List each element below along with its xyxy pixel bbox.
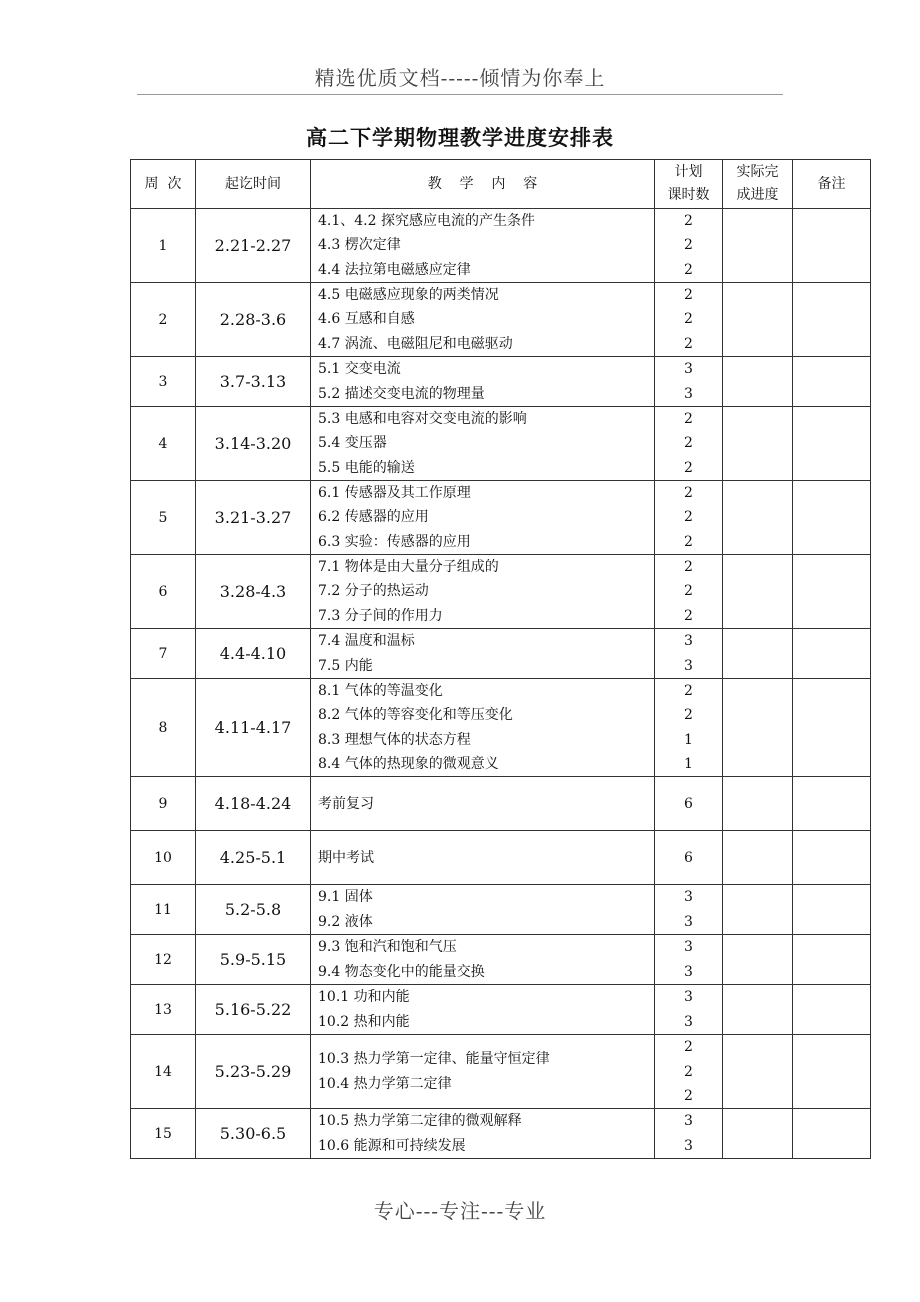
content-line: 10.2 热和内能 <box>318 1013 410 1030</box>
content-cell <box>311 357 655 407</box>
table-row <box>131 209 871 283</box>
content-cell <box>311 283 655 357</box>
hours-line: 2 <box>684 1087 693 1104</box>
content-line: 5.2 描述交变电流的物理量 <box>318 385 485 402</box>
actual-progress-cell <box>723 831 793 885</box>
hours-line: 3 <box>684 1013 693 1030</box>
dates-cell: 4.18-4.24 <box>196 777 311 831</box>
notes-cell <box>793 555 871 629</box>
actual-progress-cell <box>723 481 793 555</box>
dates-cell: 3.7-3.13 <box>196 357 311 407</box>
dates-cell: 5.23-5.29 <box>196 1035 311 1109</box>
hours-line: 2 <box>684 509 693 526</box>
week-cell: 11 <box>131 885 196 935</box>
table-row <box>131 555 871 629</box>
planned-hours-line-1: 计划 <box>674 164 703 180</box>
table-row <box>131 985 871 1035</box>
table-row <box>131 357 871 407</box>
table-row <box>131 629 871 679</box>
dates-cell: 3.21-3.27 <box>196 481 311 555</box>
week-cell: 2 <box>131 283 196 357</box>
col-header-actual-progress <box>723 160 793 209</box>
content-line: 6.1 传感器及其工作原理 <box>318 485 471 502</box>
hours-line: 2 <box>684 533 693 550</box>
content-line: 5.1 交变电流 <box>318 361 401 378</box>
notes-cell <box>793 679 871 777</box>
actual-progress-line-2: 成进度 <box>736 187 779 203</box>
dates-cell: 5.2-5.8 <box>196 885 311 935</box>
actual-progress-cell <box>723 985 793 1035</box>
content-cell <box>311 831 655 885</box>
table-body <box>131 209 871 1159</box>
page-footer: 专心---专注---专业 <box>373 1199 547 1223</box>
content-line: 9.3 饱和汽和饱和气压 <box>318 939 457 956</box>
actual-progress-cell <box>723 777 793 831</box>
notes-cell <box>793 209 871 283</box>
hours-line: 6 <box>684 849 693 866</box>
content-line: 7.4 温度和温标 <box>318 633 415 650</box>
hours-line: 3 <box>684 913 693 930</box>
col-header-planned-hours <box>655 160 723 209</box>
hours-line: 3 <box>684 633 693 650</box>
content-line: 9.4 物态变化中的能量交换 <box>318 963 485 980</box>
content-line: 9.2 液体 <box>318 913 373 930</box>
content-line: 10.6 能源和可持续发展 <box>318 1137 466 1154</box>
dates-cell: 5.16-5.22 <box>196 985 311 1035</box>
content-cell <box>311 629 655 679</box>
notes-cell <box>793 407 871 481</box>
hours-line: 2 <box>684 411 693 428</box>
hours-line: 3 <box>684 963 693 980</box>
notes-cell <box>793 885 871 935</box>
hours-line: 1 <box>684 755 693 772</box>
page-header: 精选优质文档-----倾情为你奉上 <box>314 66 606 90</box>
planned-hours-cell <box>655 1109 723 1159</box>
content-line: 4.5 电磁感应现象的两类情况 <box>318 287 499 304</box>
schedule-table <box>130 159 871 1159</box>
planned-hours-cell <box>655 357 723 407</box>
planned-hours-cell <box>655 1035 723 1109</box>
actual-progress-cell <box>723 357 793 407</box>
dates-cell: 2.21-2.27 <box>196 209 311 283</box>
content-line: 7.3 分子间的作用力 <box>318 607 443 624</box>
actual-progress-cell <box>723 885 793 935</box>
week-cell: 4 <box>131 407 196 481</box>
notes-cell <box>793 357 871 407</box>
content-cell <box>311 555 655 629</box>
planned-hours-cell <box>655 935 723 985</box>
planned-hours-cell <box>655 481 723 555</box>
content-line: 10.4 热力学第二定律 <box>318 1075 452 1092</box>
content-line: 4.7 涡流、电磁阻尼和电磁驱动 <box>318 335 513 352</box>
content-cell <box>311 407 655 481</box>
hours-line: 2 <box>684 683 693 699</box>
content-line: 7.2 分子的热运动 <box>318 583 429 600</box>
dates-cell: 5.30-6.5 <box>196 1109 311 1159</box>
hours-line: 3 <box>684 989 693 1006</box>
col-header-dates: 起讫时间 <box>196 160 311 209</box>
table-header-row <box>131 160 871 209</box>
notes-cell <box>793 831 871 885</box>
content-cell <box>311 679 655 777</box>
actual-progress-cell <box>723 283 793 357</box>
content-line: 7.5 内能 <box>318 657 373 674</box>
table-row <box>131 777 871 831</box>
hours-line: 2 <box>684 1063 693 1080</box>
hours-line: 2 <box>684 607 693 624</box>
col-header-notes: 备注 <box>793 160 871 209</box>
content-line: 5.4 变压器 <box>318 435 387 452</box>
actual-progress-cell <box>723 209 793 283</box>
actual-progress-cell <box>723 935 793 985</box>
content-line: 4.6 互感和自感 <box>318 311 415 328</box>
content-cell <box>311 935 655 985</box>
content-line: 7.1 物体是由大量分子组成的 <box>318 559 499 576</box>
notes-cell <box>793 935 871 985</box>
dates-cell: 4.4-4.10 <box>196 629 311 679</box>
hours-line: 2 <box>684 435 693 452</box>
hours-line: 3 <box>684 939 693 956</box>
hours-line: 2 <box>684 485 693 502</box>
planned-hours-cell <box>655 885 723 935</box>
notes-cell <box>793 481 871 555</box>
actual-progress-cell <box>723 407 793 481</box>
table-row <box>131 481 871 555</box>
table-row <box>131 679 871 777</box>
hours-line: 3 <box>684 361 693 378</box>
hours-line: 6 <box>684 795 693 812</box>
planned-hours-cell <box>655 679 723 777</box>
table-row <box>131 935 871 985</box>
content-line: 8.3 理想气体的状态方程 <box>318 731 471 748</box>
planned-hours-cell <box>655 555 723 629</box>
content-cell <box>311 885 655 935</box>
hours-line: 2 <box>684 459 693 476</box>
planned-hours-cell <box>655 831 723 885</box>
actual-progress-cell <box>723 679 793 777</box>
content-cell <box>311 777 655 831</box>
week-cell: 15 <box>131 1109 196 1159</box>
content-line: 10.1 功和内能 <box>318 989 410 1006</box>
hours-line: 2 <box>684 213 693 230</box>
content-line: 4.3 楞次定律 <box>318 237 401 254</box>
week-cell: 7 <box>131 629 196 679</box>
content-line: 6.2 传感器的应用 <box>318 509 429 526</box>
planned-hours-cell <box>655 629 723 679</box>
planned-hours-cell <box>655 283 723 357</box>
content-cell <box>311 985 655 1035</box>
hours-line: 1 <box>684 731 693 748</box>
dates-cell: 3.14-3.20 <box>196 407 311 481</box>
content-line: 期中考试 <box>318 849 374 866</box>
table-row <box>131 1035 871 1109</box>
week-cell: 14 <box>131 1035 196 1109</box>
table-row <box>131 885 871 935</box>
document-title: 高二下学期物理教学进度安排表 <box>306 125 614 150</box>
week-cell: 5 <box>131 481 196 555</box>
content-cell <box>311 1035 655 1109</box>
actual-progress-line-1: 实际完 <box>736 164 779 180</box>
header-rule <box>137 94 783 95</box>
week-cell: 12 <box>131 935 196 985</box>
content-line: 6.3 实验：传感器的应用 <box>318 533 471 550</box>
content-line: 5.3 电感和电容对交变电流的影响 <box>318 411 527 428</box>
dates-cell: 4.11-4.17 <box>196 679 311 777</box>
hours-line: 3 <box>684 657 693 674</box>
hours-line: 2 <box>684 559 693 576</box>
content-line: 4.1、4.2 探究感应电流的产生条件 <box>318 213 535 230</box>
dates-cell: 2.28-3.6 <box>196 283 311 357</box>
notes-cell <box>793 1109 871 1159</box>
notes-cell <box>793 283 871 357</box>
week-cell: 10 <box>131 831 196 885</box>
hours-line: 2 <box>684 707 693 724</box>
content-line: 8.2 气体的等容变化和等压变化 <box>318 707 513 724</box>
table-row <box>131 407 871 481</box>
hours-line: 2 <box>684 237 693 254</box>
actual-progress-cell <box>723 1035 793 1109</box>
week-cell: 6 <box>131 555 196 629</box>
content-line: 10.5 热力学第二定律的微观解释 <box>318 1113 522 1130</box>
planned-hours-line-2: 课时数 <box>667 187 710 203</box>
col-header-content: 教 学 内 容 <box>311 160 655 209</box>
table-row <box>131 1109 871 1159</box>
dates-cell: 3.28-4.3 <box>196 555 311 629</box>
hours-line: 2 <box>684 1039 693 1056</box>
hours-line: 2 <box>684 311 693 328</box>
actual-progress-cell <box>723 1109 793 1159</box>
hours-line: 3 <box>684 385 693 402</box>
content-line: 考前复习 <box>318 795 374 812</box>
content-line: 10.3 热力学第一定律、能量守恒定律 <box>318 1051 550 1068</box>
planned-hours-cell <box>655 777 723 831</box>
content-line: 8.4 气体的热现象的微观意义 <box>318 755 499 772</box>
table-row <box>131 283 871 357</box>
hours-line: 3 <box>684 1137 693 1154</box>
planned-hours-cell <box>655 407 723 481</box>
week-cell: 1 <box>131 209 196 283</box>
content-cell <box>311 1109 655 1159</box>
actual-progress-cell <box>723 629 793 679</box>
week-cell: 3 <box>131 357 196 407</box>
planned-hours-cell <box>655 209 723 283</box>
notes-cell <box>793 1035 871 1109</box>
notes-cell <box>793 629 871 679</box>
hours-line: 2 <box>684 261 693 278</box>
hours-line: 2 <box>684 583 693 600</box>
actual-progress-cell <box>723 555 793 629</box>
content-line: 4.4 法拉第电磁感应定律 <box>318 261 471 278</box>
dates-cell: 5.9-5.15 <box>196 935 311 985</box>
week-cell: 8 <box>131 679 196 777</box>
table-row <box>131 831 871 885</box>
hours-line: 3 <box>684 889 693 906</box>
week-cell: 9 <box>131 777 196 831</box>
content-cell <box>311 209 655 283</box>
col-header-week: 周 次 <box>131 160 196 209</box>
content-line: 9.1 固体 <box>318 889 373 906</box>
content-line: 8.1 气体的等温变化 <box>318 683 443 699</box>
hours-line: 3 <box>684 1113 693 1130</box>
hours-line: 2 <box>684 287 693 304</box>
content-line: 5.5 电能的输送 <box>318 459 415 476</box>
notes-cell <box>793 777 871 831</box>
planned-hours-cell <box>655 985 723 1035</box>
content-cell <box>311 481 655 555</box>
week-cell: 13 <box>131 985 196 1035</box>
hours-line: 2 <box>684 335 693 352</box>
dates-cell: 4.25-5.1 <box>196 831 311 885</box>
notes-cell <box>793 985 871 1035</box>
